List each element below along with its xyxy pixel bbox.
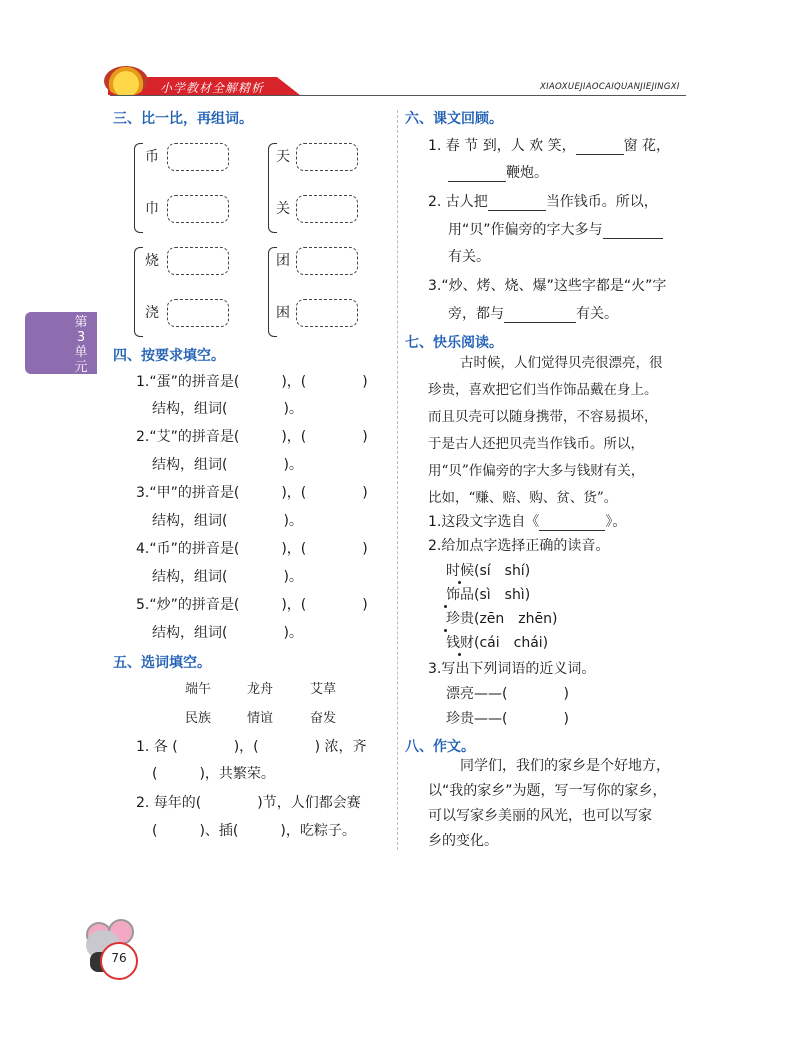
fill-question-sub: 结构，组词( )。 [152, 457, 303, 473]
word-box[interactable] [296, 247, 358, 275]
fill-question: 5.“炒”的拼音是( )，( ) [136, 597, 368, 613]
section-4-title: 四、按要求填空。 [113, 348, 225, 364]
fill-question-sub: 结构，组词( )。 [152, 401, 303, 417]
fill-question: 2.“艾”的拼音是( )，( ) [136, 429, 368, 445]
passage-line: 比如，“赚、赔、购、贫、货”。 [428, 490, 618, 506]
answer-blank[interactable] [488, 196, 546, 211]
composition-line: 乡的变化。 [428, 833, 498, 849]
fill-question-sub: 结构，组词( )。 [152, 625, 303, 641]
compare-char: 困 [276, 305, 290, 321]
review-question-sub: 用“贝”作偏旁的字大多与 [448, 221, 663, 239]
compare-char: 烧 [145, 253, 159, 269]
unit-tab-label: 第 3 单 元 [74, 315, 88, 375]
review-question-sub: 有关。 [448, 249, 490, 265]
word-box[interactable] [167, 299, 229, 327]
word-option: 情谊 [247, 711, 274, 726]
pronunciation-option: 珍贵(zēn zhēn) [446, 611, 558, 627]
pronunciation-option: 钱财(cái chái) [446, 635, 549, 651]
column-divider [397, 110, 398, 850]
synonym-item: 漂亮——( ) [446, 686, 569, 702]
fill-question: 4.“币”的拼音是( )，( ) [136, 541, 368, 557]
compare-char: 巾 [145, 201, 159, 217]
synonym-item: 珍贵——( ) [446, 711, 569, 727]
section-7-title: 七、快乐阅读。 [405, 335, 503, 351]
emphasis-dot [458, 653, 461, 656]
review-question: 3.“炒、烤、烧、爆”这些字都是“火”字 [428, 278, 667, 294]
composition-line: 可以写家乡美丽的风光，也可以写家 [428, 808, 652, 824]
word-box[interactable] [296, 299, 358, 327]
answer-blank[interactable] [603, 224, 663, 239]
header-title: 小学教材全解精析 [160, 81, 265, 95]
word-box[interactable] [296, 143, 358, 171]
emphasis-dot [444, 629, 447, 632]
word-option: 艾草 [310, 682, 337, 697]
answer-blank[interactable] [504, 308, 576, 323]
reading-question: 3.写出下列词语的近义词。 [428, 661, 596, 677]
fill-question: 3.“甲”的拼音是( )，( ) [136, 485, 368, 501]
reading-question: 1.这段文字选自《 》。 [428, 514, 627, 530]
compare-char: 团 [276, 253, 290, 269]
section-5-title: 五、选词填空。 [113, 655, 211, 671]
compare-char: 天 [276, 149, 290, 165]
passage-line: 而且贝壳可以随身携带，不容易损坏， [428, 409, 658, 425]
word-box[interactable] [167, 143, 229, 171]
emphasis-dot [444, 605, 447, 608]
fill-question-sub: 结构，组词( )。 [152, 569, 303, 585]
review-question: 2. 古人把 当作钱币。所以， [428, 194, 658, 210]
passage-line: 用“贝”作偏旁的字大多与钱财有关， [428, 463, 645, 479]
answer-blank[interactable] [576, 140, 624, 155]
word-option: 奋发 [310, 711, 337, 726]
fill-question-sub: ( )、插( )，吃粽子。 [152, 823, 356, 839]
section-3-title: 三、比一比，再组词。 [113, 111, 253, 127]
review-question: 1. 春 节 到，人 欢 笑， 窗 花， [428, 138, 671, 154]
pronunciation-option: 饰品(sì shì) [446, 587, 531, 603]
compare-char: 币 [145, 149, 159, 165]
word-option: 龙舟 [247, 682, 274, 697]
fill-question-sub: ( )，共繁荣。 [152, 766, 275, 782]
word-option: 民族 [185, 711, 212, 726]
answer-blank[interactable] [448, 167, 506, 182]
passage-line: 于是古人还把贝壳当作钱币。所以， [428, 436, 644, 452]
review-question-sub: 旁，都与 有关。 [448, 306, 618, 322]
word-box[interactable] [296, 195, 358, 223]
compare-char: 浇 [145, 305, 159, 321]
section-6-title: 六、课文回顾。 [405, 111, 503, 127]
review-question-sub: 鞭炮。 [448, 164, 548, 182]
emphasis-dot [458, 581, 461, 584]
word-option: 端午 [185, 682, 212, 697]
fill-question: 2. 每年的( )节，人们都会赛 [136, 795, 361, 811]
composition-line: 以“我的家乡”为题，写一写你的家乡， [428, 783, 667, 799]
page-number: 76 [111, 951, 127, 965]
header-pinyin: XIAOXUEJIAOCAIQUANJIEJINGXI [540, 82, 680, 92]
composition-line: 同学们，我们的家乡是个好地方， [460, 758, 670, 774]
fill-question: 1.“蛋”的拼音是( )，( ) [136, 374, 368, 390]
fill-question-sub: 结构，组词( )。 [152, 513, 303, 529]
brace [134, 143, 143, 233]
word-box[interactable] [167, 195, 229, 223]
passage-line: 古时候，人们觉得贝壳很漂亮，很 [460, 355, 663, 371]
section-8-title: 八、作文。 [405, 739, 475, 755]
pronunciation-option: 时候(sí shí) [446, 563, 531, 579]
brace [134, 247, 143, 337]
answer-blank[interactable] [539, 516, 605, 531]
passage-line: 珍贵，喜欢把它们当作饰品戴在身上。 [428, 382, 658, 398]
compare-char: 关 [276, 201, 290, 217]
fill-question: 1. 各 ( )，( ) 浓，齐 [136, 739, 367, 755]
reading-question: 2.给加点字选择正确的读音。 [428, 538, 610, 554]
header-rule [110, 95, 686, 96]
book-logo-icon [104, 66, 148, 96]
word-box[interactable] [167, 247, 229, 275]
